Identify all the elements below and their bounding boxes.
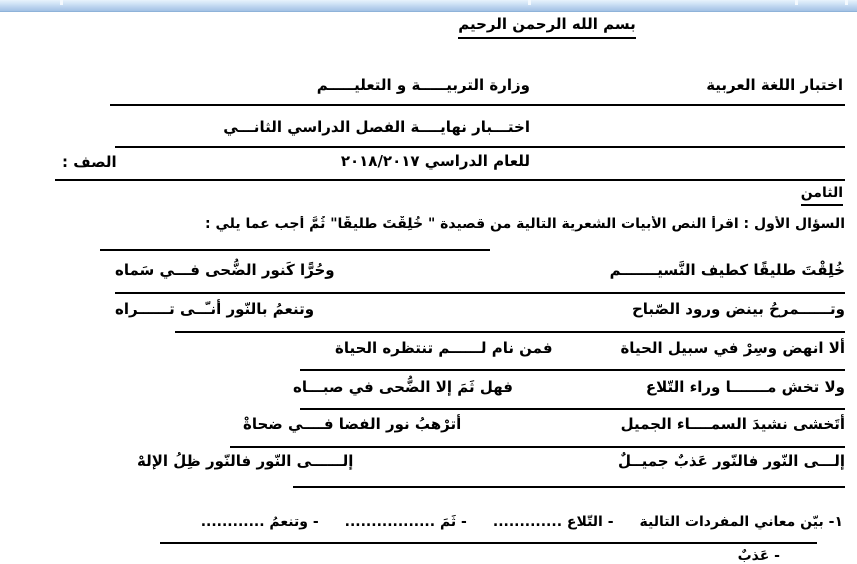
grade-label: [801, 185, 843, 201]
verse-left-hemistich: فهل ثَمَ إلا الضُّحى في صبـــاه: [293, 378, 513, 396]
class-field-label: الصف :: [62, 153, 117, 171]
verse-underline: [175, 331, 845, 333]
horizontal-rule: [115, 146, 845, 148]
horizontal-rule: [55, 179, 845, 181]
question2-item-tilaa: - التّلاع .............: [492, 514, 614, 530]
grade-text: الثامن: [801, 185, 843, 206]
poem-verse-5: [243, 415, 845, 433]
horizontal-rule: [110, 104, 845, 106]
poem-verse-6: [137, 452, 845, 470]
toolbar-separator: [795, 0, 798, 5]
verse-underline: [300, 408, 845, 410]
verse-underline: [300, 369, 845, 371]
poem-verse-1: [115, 261, 845, 279]
question2-item-adhb: - عَذبٌ: [737, 548, 780, 564]
toolbar-separator: [845, 0, 848, 5]
ministry-title: وزارة التربيـــــة و التعليـــــم: [316, 76, 530, 94]
verse-right-hemistich: أتَخشى نشيدَ السمــــاء الجميل: [620, 415, 845, 433]
verse-right-hemistich: إلـــى النّور فالنّور عَذبٌ جميــلٌ: [617, 452, 845, 470]
verse-right-hemistich: ألا انهض وسِرْ في سبيل الحياة: [620, 339, 845, 357]
bismillah-text: بسم الله الرحمن الرحيم: [458, 15, 636, 39]
question2-underline: [160, 542, 817, 544]
verse-left-hemistich: وحُرًّا كَنور الضُّحى فـــي سَماه: [115, 261, 335, 279]
toolbar-separator: [528, 0, 531, 5]
subject-title: اختبار اللغة العربية: [706, 76, 843, 94]
verse-underline: [115, 292, 845, 294]
bismillah-heading: [407, 15, 687, 33]
poem-verse-4: [293, 378, 845, 396]
verse-right-hemistich: وتــــــمرحُ بينض ورود الصّباح: [631, 300, 845, 318]
academic-year-line: للعام الدراسي ٢٠١٨/٢٠١٧: [340, 152, 530, 170]
question2-item-thamma: - ثَمَ .................: [344, 514, 467, 530]
question1-underline: [100, 249, 490, 251]
question2-item-tanaam: - وتنعمُ ............: [200, 514, 319, 530]
question2-line: [90, 514, 843, 530]
verse-left-hemistich: أترْهبُ نور الفضا فــــي ضحاةْ: [243, 415, 462, 433]
toolbar-separator: [60, 0, 63, 5]
question1-intro: السؤال الأول : اقرأ النص الأبيات الشعرية التالية من قصيدة " خُلِقْتَ طليقًا" ثُمَّ أجب عما يلي :: [205, 216, 845, 232]
verse-right-hemistich: ولا تخش مـــــــا وراء التّلاع: [645, 378, 845, 396]
question2-intro: ١- بيّن معاني المفردات التالية: [639, 514, 843, 530]
verse-left-hemistich: إلــــــى النّور فالنّور ظِلُ الإلهْ: [137, 452, 354, 470]
poem-verse-2: [115, 300, 845, 318]
verse-underline: [230, 446, 845, 448]
verse-underline: [293, 486, 845, 488]
verse-left-hemistich: وتنعمُ بالنّور أنـّــى تــــــراه: [115, 300, 315, 318]
verse-left-hemistich: فمن نام لــــــم تنتظره الحياة: [335, 339, 553, 357]
verse-right-hemistich: خُلِقْتَ طليقًا كطيف النَّسيـــــــم: [609, 261, 845, 279]
window-toolbar-edge: [0, 0, 857, 12]
exam-title-line: اختـــبار نهايــــة الفصل الدراسي الثانـــي: [223, 118, 530, 136]
poem-verse-3: [335, 339, 845, 357]
